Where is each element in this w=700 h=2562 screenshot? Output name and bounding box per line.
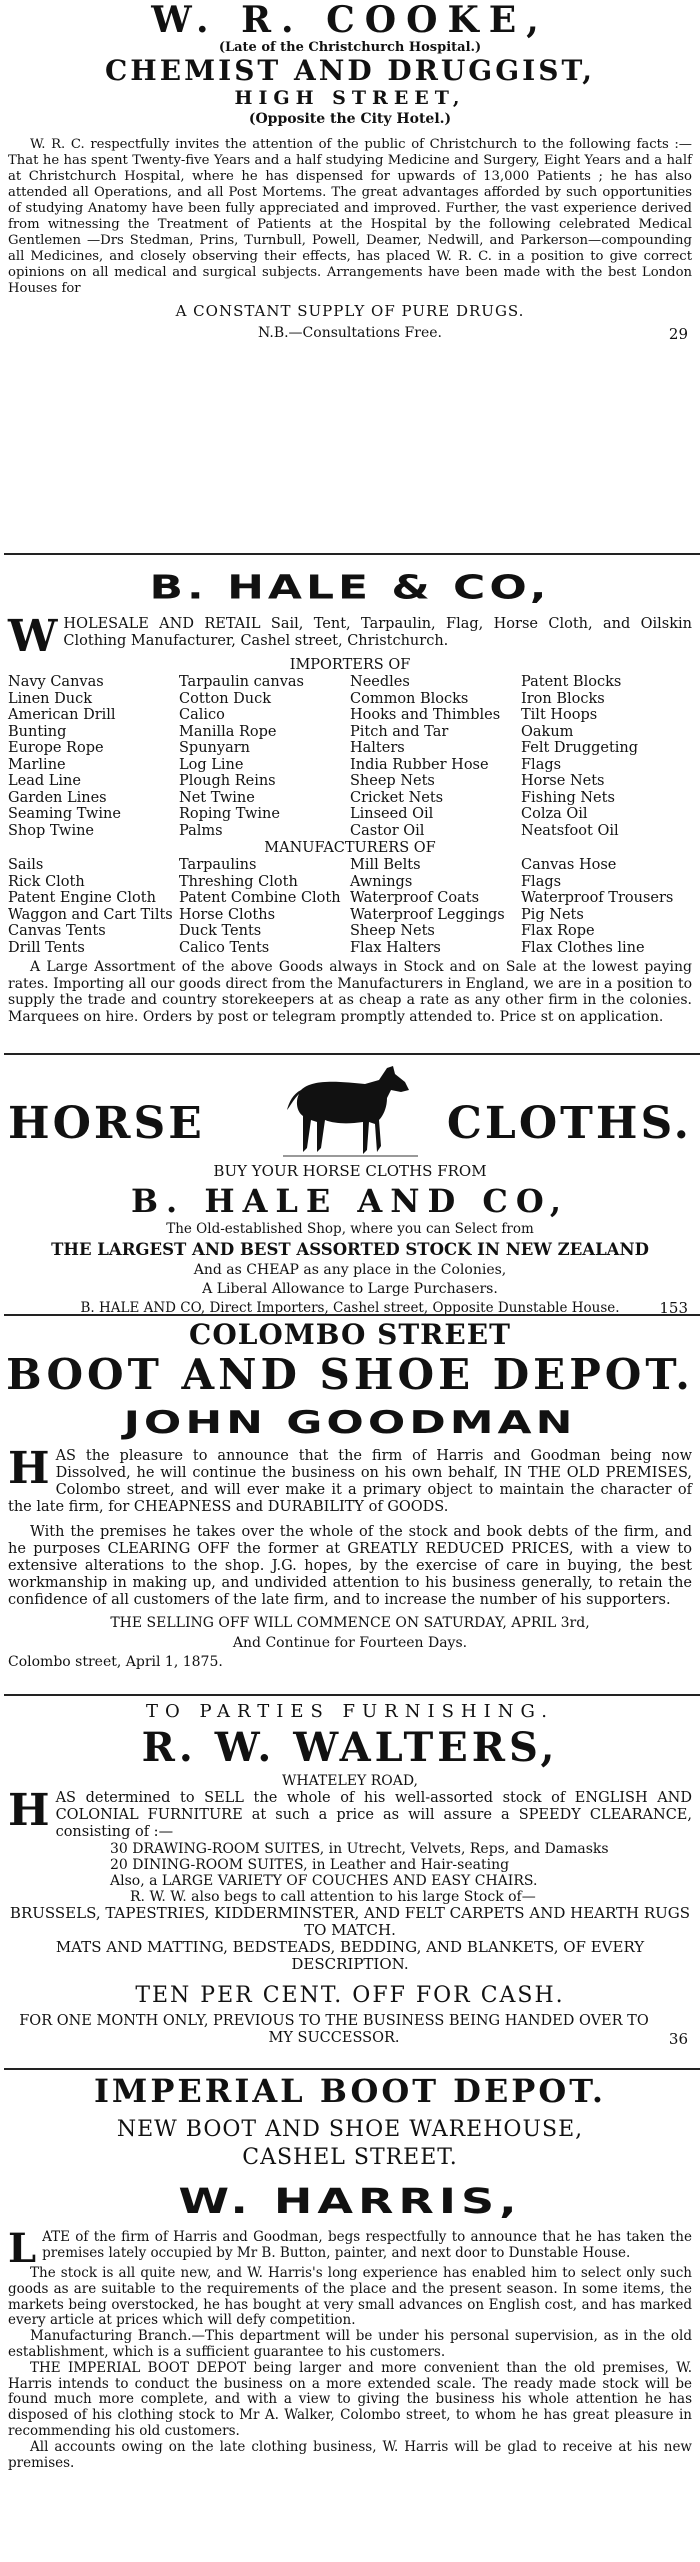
cooke-supply: A CONSTANT SUPPLY OF PURE DRUGS. <box>175 302 525 320</box>
divider <box>4 1694 700 1696</box>
colombo-p1: AS the pleasure to announce that the firm of Harris and Goodman being now Dissolved, he will continue the business on his own behalf, IN THE OLD PREMISES, Colombo street, and will ever make it a primary object to maintain the character of the late firm, for CHEAPNESS and DURABILITY of GOODS. <box>8 1448 692 1515</box>
walters-to: TO PARTIES FURNISHING. <box>146 1701 554 1722</box>
cooke-street: HIGH STREET, <box>234 87 466 109</box>
hale-footer: A Large Assortment of the above Goods always in Stock and on Sale at the lowest paying rates. Importing all our goods direct from the Manufacturers in England, we are in a position to supply the trade and country storekeepers at as cheap a rate as any other firm in the colonies. Marquees on hire. Orders by post or telegram promptly attended to. Price st on application. <box>8 959 692 1025</box>
colombo-advert <box>0 1318 700 1671</box>
imperial-p5: All accounts owing on the late clothing business, W. Harris will be glad to receive at his new premises. <box>8 2438 692 2471</box>
horse-number: 153 <box>659 1299 688 1317</box>
walters-item-3: Also, a LARGE VARIETY OF COUCHES AND EASY CHAIRS. <box>110 1873 538 1889</box>
imperial-p4: THE IMPERIAL BOOT DEPOT being larger and more convenient than the old premises, W. Harris intends to conduct the business on a more extended scale. The ready made stock will be found much more complete, and with a view to giving the business his whole attention he has disposed of his clothing stock to Mr A. Walker, Colombo street, to whom he has great pleasure in recommending his old customers. <box>8 2359 692 2439</box>
cooke-opposite: (Opposite the City Hotel.) <box>248 111 452 127</box>
walters-item-4: R. W. W. also begs to call attention to his large Stock of— <box>130 1889 536 1905</box>
imperial-name: W. HARRIS, <box>178 2180 522 2222</box>
hale-import-col-3: Needles Common Blocks Hooks and Thimbles Pitch and Tar Halters India Rubber Hose Sheep Nets Cricket Nets Linseed Oil Castor Oil <box>350 674 501 839</box>
divider <box>4 1314 700 1316</box>
cooke-number: 29 <box>668 325 688 343</box>
divider <box>4 553 700 555</box>
horse-address: B. HALE AND CO, Direct Importers, Cashel street, Opposite Dunstable House. <box>80 1300 620 1316</box>
walters-ten: TEN PER CENT. OFF FOR CASH. <box>135 1983 565 2008</box>
cooke-title: W. R. COOKE, <box>151 0 549 41</box>
colombo-depot: BOOT AND SHOE DEPOT. <box>6 1350 694 1399</box>
hale-manuf-col-3: Mill Belts Awnings Waterproof Coats Waterproof Leggings Sheep Nets Flax Halters <box>350 857 505 956</box>
hale-manuf-col-1: Sails Rick Cloth Patent Engine Cloth Waggon and Cart Tilts Canvas Tents Drill Tents <box>8 857 173 956</box>
hale-manuf-col-2: Tarpaulins Threshing Cloth Patent Combine Cloth Horse Cloths Duck Tents Calico Tents <box>179 857 341 956</box>
horse-old: The Old-established Shop, where you can Select from <box>166 1221 534 1237</box>
horse-illustration <box>283 1060 418 1160</box>
divider <box>4 2068 700 2070</box>
colombo-p2: With the premises he takes over the whole of the stock and book debts of the firm, and he purposes CLEARING OFF the former at GREATLY REDUCED PRICES, with a view to extensive alterations to the shop. J.G. hopes, by the exercise of care in buying, the best workmanship in making up, and undivided attention to his business generally, to retain the confidence of all customers of the late firm, and to increase the number of his supporters. <box>8 1524 692 1608</box>
colombo-selling: THE SELLING OFF WILL COMMENCE ON SATURDAY, APRIL 3rd, <box>110 1615 590 1631</box>
walters-item-1: 30 DRAWING-ROOM SUITES, in Utrecht, Velvets, Reps, and Damasks <box>110 1841 609 1857</box>
colombo-date: Colombo street, April 1, 1875. <box>8 1654 223 1670</box>
horse-right-word: CLOTHS. <box>446 1098 692 1149</box>
hale-dropcap: W <box>8 611 58 662</box>
hale-advert <box>0 560 700 1025</box>
colombo-fortnight: And Continue for Fourteen Days. <box>232 1635 468 1651</box>
divider <box>4 1053 700 1055</box>
colombo-street: COLOMBO STREET <box>189 1318 511 1351</box>
hale-intro: HOLESALE AND RETAIL Sail, Tent, Tarpaulin, Flag, Horse Cloth, and Oilskin Clothing Manufacturer, Cashel street, Christchurch. <box>63 616 692 649</box>
horse-left-word: HORSE <box>8 1098 205 1149</box>
hale-import-col-2: Tarpaulin canvas Cotton Duck Calico Manilla Rope Spunyarn Log Line Plough Reins Net Twine Roping Twine Palms <box>179 674 304 839</box>
horse-buy: BUY YOUR HORSE CLOTHS FROM <box>213 1162 487 1180</box>
cooke-advert <box>0 0 700 347</box>
walters-road: WHATELEY ROAD, <box>281 1773 418 1789</box>
walters-brussels: BRUSSELS, TAPESTRIES, KIDDERMINSTER, AND FELT CARPETS AND HEARTH RUGS TO MATCH. <box>9 1904 691 1939</box>
horse-cloths-advert <box>0 1060 700 1315</box>
imperial-advert <box>0 2072 700 2471</box>
walters-item-2: 20 DINING-ROOM SUITES, in Leather and Hair-seating <box>110 1857 510 1873</box>
horse-largest: THE LARGEST AND BEST ASSORTED STOCK IN NEW ZEALAND <box>51 1240 649 1259</box>
imperial-dropcap: L <box>8 2225 37 2272</box>
hale-manufacturers-heading: MANUFACTURERS OF <box>264 840 436 856</box>
cooke-body: W. R. C. respectfully invites the attention of the public of Christchurch to the following facts :—That he has spent Twenty-five Years and a half studying Medicine and Surgery, Eight Years and a half at Christchurch Hospital, where he has dispensed for upwards of 13,000 Patients ; he has also attended all Operations, and all Post Mortems. The great advantages afforded by such opportunities of studying Anatomy have been fully appreciated and improved. Further, the vast experience derived from witnessing the Treatment of Patients at the Hospital by the following celebrated Medical Gentlemen —Drs Stedman, Prins, Turnbull, Powell, Deamer, Nedwill, and Parkerson—compounding all Medicines, and closely observing their effects, has placed W. R. C. in a position to give correct opinions on all medical and surgical subjects. Arrangements have been made with the best London Houses for <box>8 137 692 296</box>
hale-import-col-4: Patent Blocks Iron Blocks Tilt Hoops Oakum Felt Druggeting Flags Horse Nets Fishing Nets Colza Oil Neatsfoot Oil <box>521 674 639 839</box>
walters-month: FOR ONE MONTH ONLY, PREVIOUS TO THE BUSINESS BEING HANDED OVER TO MY SUCCESSOR. <box>19 2013 649 2046</box>
walters-p1: AS determined to SELL the whole of his well-assorted stock of ENGLISH AND COLONIAL FURNITURE at such a price as will assure a SPEEDY CLEARANCE, consisting of :— <box>55 1790 692 1840</box>
cooke-role: CHEMIST AND DRUGGIST, <box>105 54 595 87</box>
walters-name: R. W. WALTERS, <box>141 1724 559 1771</box>
imperial-p1: ATE of the firm of Harris and Goodman, begs respectfully to announce that he has taken the premises lately occupied by Mr B. Button, painter, and next door to Dunstable House. <box>42 2229 692 2261</box>
walters-number: 36 <box>668 2030 688 2048</box>
hale-title: B. HALE & CO, <box>149 568 551 607</box>
imperial-p2: The stock is all quite new, and W. Harris's long experience has enabled him to select only such goods as are suitable to the requirements of the place and the present season. In some items, the markets being overstocked, he has bought at very small advances on English cost, and has marked every article at prices which will defy competition. <box>8 2265 692 2329</box>
hale-importers-heading: IMPORTERS OF <box>289 657 411 673</box>
colombo-name: JOHN GOODMAN <box>123 1404 577 1441</box>
hale-manuf-col-4: Canvas Hose Flags Waterproof Trousers Pig Nets Flax Rope Flax Clothes line <box>521 857 674 956</box>
walters-dropcap: H <box>8 1785 50 1836</box>
imperial-title: IMPERIAL BOOT DEPOT. <box>93 2072 607 2110</box>
horse-liberal: A Liberal Allowance to Large Purchasers. <box>202 1281 498 1297</box>
horse-name: B. HALE AND CO, <box>131 1182 569 1220</box>
imperial-sub: NEW BOOT AND SHOE WAREHOUSE, CASHEL STREET. <box>116 2117 584 2170</box>
imperial-p3: Manufacturing Branch.—This department will be under his personal supervision, as in the old establishment, which is a sufficient guarantee to his customers. <box>8 2328 692 2360</box>
cooke-late: (Late of the Christchurch Hospital.) <box>218 40 482 55</box>
horse-cheap: And as CHEAP as any place in the Colonies, <box>193 1262 507 1278</box>
cooke-nb: N.B.—Consultations Free. <box>258 325 442 341</box>
walters-advert <box>0 1700 700 2047</box>
walters-mats: MATS AND MATTING, BEDSTEADS, BEDDING, AND BLANKETS, OF EVERY DESCRIPTION. <box>55 1938 645 1973</box>
hale-import-col-1: Navy Canvas Linen Duck American Drill Bunting Europe Rope Marline Lead Line Garden Lines Seaming Twine Shop Twine <box>8 674 121 839</box>
colombo-dropcap: H <box>8 1443 50 1494</box>
